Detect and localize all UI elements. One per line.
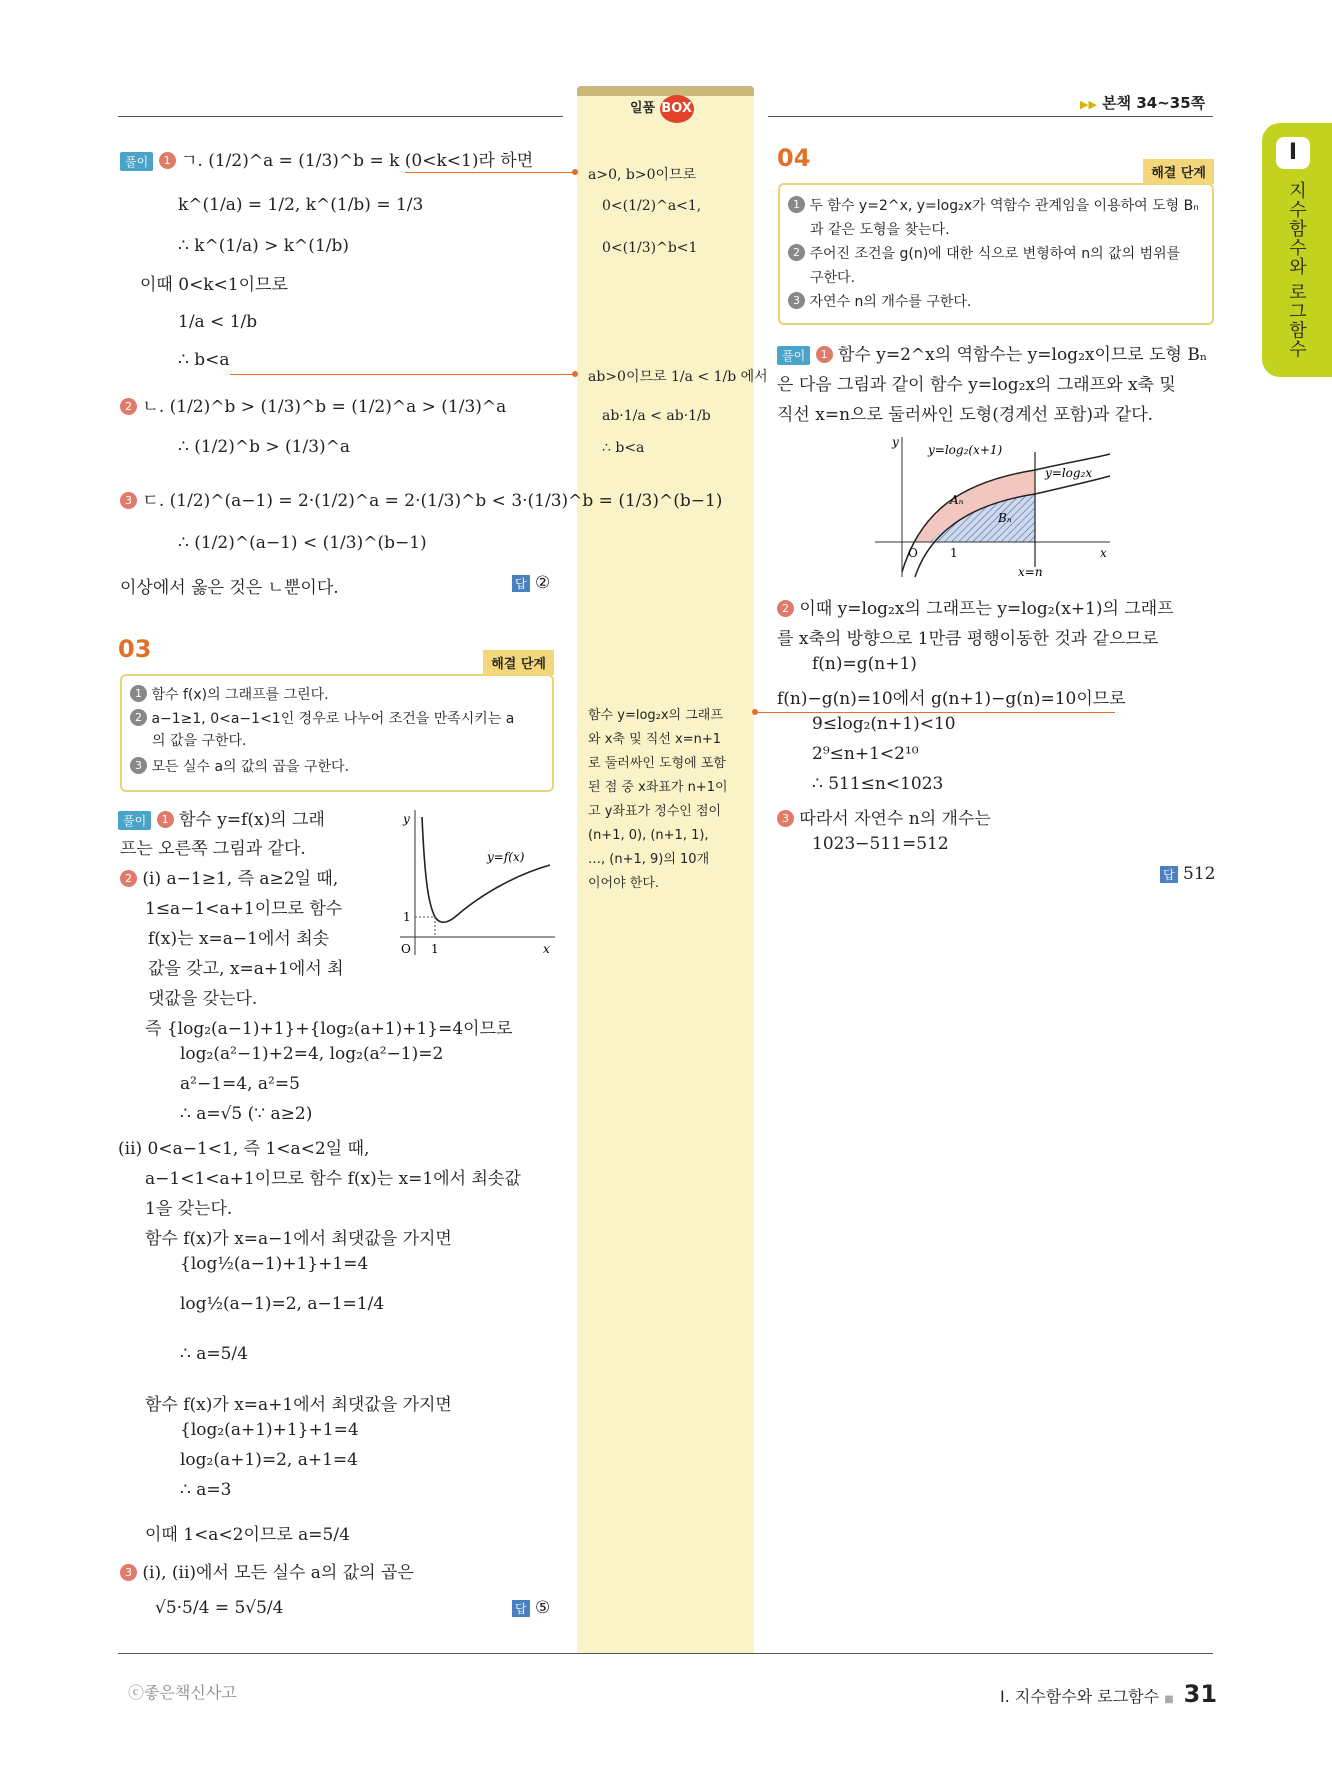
- p03-line-2: 프는 오른쪽 그림과 같다.: [120, 839, 306, 859]
- p02-line-9: 3 ㄷ. (1/2)^(a−1) = 2·(1/2)^a = 2·(1/3)^b < 3·(1/3)^b = (1/3)^(b−1): [120, 486, 722, 511]
- connector-3: [755, 712, 1115, 713]
- p04-line-8: 9≤log₂(n+1)<10: [812, 714, 956, 734]
- p02-conclusion: 이상에서 옳은 것은 ㄴ뿐이다.: [120, 578, 339, 598]
- p03-line-4: 1≤a−1<a+1이므로 함수: [145, 899, 343, 919]
- p02-line-6: ∴ b<a: [178, 350, 230, 370]
- connector-dot-2: [572, 371, 578, 377]
- p04-line-12: 1023−511=512: [812, 834, 949, 854]
- p02-line-3: ∴ k^(1/a) > k^(1/b): [178, 236, 349, 256]
- p03-line-6: 값을 갖고, x=a+1에서 최: [148, 959, 344, 979]
- chapter-title: 지수함수와 로그함수: [1286, 181, 1307, 359]
- p03-line-20: {log₂(a+1)+1}+1=4: [180, 1420, 359, 1440]
- p04-line-7: f(n)−g(n)=10에서 g(n+1)−g(n)=10이므로: [777, 689, 1126, 709]
- p03-line-19: 함수 f(x)가 x=a+1에서 최댓값을 가지면: [145, 1395, 452, 1415]
- p04-step-label: 해결 단계: [1143, 159, 1214, 184]
- publisher: ⓒ좋은책신사고: [128, 1683, 237, 1702]
- p02-line-7: 2 ㄴ. (1/2)^b > (1/3)^b = (1/2)^a > (1/3)^a: [120, 392, 506, 417]
- p03-line-16: {log½(a−1)+1}+1=4: [180, 1254, 369, 1274]
- p03-line-3: 2 (i) a−1≥1, 즉 a≥2일 때,: [120, 864, 338, 889]
- p03-line-18: ∴ a=5/4: [180, 1344, 248, 1364]
- graph2-y-label: y: [892, 435, 899, 449]
- connector-1: [405, 172, 575, 173]
- p04-line-1: 풀이 1 함수 y=2^x의 역함수는 y=log₂x이므로 도형 Bₙ: [777, 340, 1207, 365]
- p02-answer: 답 ②: [512, 573, 550, 593]
- page-reference: ▶▶ 본책 34~35쪽: [1080, 94, 1206, 112]
- p04-line-10: ∴ 511≤n<1023: [812, 774, 944, 794]
- graph1-tick-x: 1: [431, 942, 439, 956]
- graph1-y-label: y: [403, 812, 410, 826]
- p03-line-10: a²−1=4, a²=5: [180, 1074, 300, 1094]
- graph2-xn-label: x=n: [1018, 565, 1043, 579]
- p04-step-box: 해결 단계 1 두 함수 y=2^x, y=log₂x가 역함수 관계임을 이용하여 도형 Bₙ 과 같은 도형을 찾는다. 2 주어진 조건을 g(n)에 대한 식으로 변형하여 n의 값의 범위를 구한다. 3 자연수 n의 개수를 구한다.: [778, 183, 1214, 325]
- p03-step-label: 해결 단계: [483, 650, 554, 675]
- graph1-curve-label: y=f(x): [487, 850, 525, 864]
- graph1-x-label: x: [543, 942, 550, 956]
- double-arrow-icon: ▶▶: [1080, 98, 1097, 111]
- graph1-tick-y: 1: [403, 910, 411, 924]
- connector-dot-1: [572, 169, 578, 175]
- p04-line-4: 2 이때 y=log₂x의 그래프는 y=log₂(x+1)의 그래프: [777, 594, 1174, 619]
- p03-line-15: 함수 f(x)가 x=a−1에서 최댓값을 가지면: [145, 1229, 452, 1249]
- graph2-x-label: x: [1100, 546, 1107, 560]
- connector-2: [230, 374, 575, 375]
- p03-answer: 답 ⑤: [512, 1598, 550, 1618]
- p04-line-11: 3 따라서 자연수 n의 개수는: [777, 804, 991, 829]
- graph2-curve1-label: y=log₂(x+1): [928, 443, 1003, 457]
- page-number: 31: [1183, 1680, 1218, 1708]
- p03-line-9: log₂(a²−1)+2=4, log₂(a²−1)=2: [180, 1044, 444, 1064]
- p02-line-10: ∴ (1/2)^(a−1) < (1/3)^(b−1): [178, 533, 427, 553]
- p03-line-22: ∴ a=3: [180, 1480, 232, 1500]
- note-1b: 0<(1/2)^a<1,: [602, 198, 702, 214]
- graph2-an-label: Aₙ: [950, 493, 964, 507]
- graph1-curve: [422, 817, 550, 922]
- p03-line-7: 댓값을 갖는다.: [148, 989, 258, 1009]
- p03-line-12: (ii) 0<a−1<1, 즉 1<a<2일 때,: [118, 1139, 370, 1159]
- p02-line-5: 1/a < 1/b: [178, 312, 258, 332]
- box-logo: 일품 BOX: [630, 95, 694, 123]
- p03-line-24: 3 (i), (ii)에서 모든 실수 a의 값의 곱은: [120, 1558, 414, 1583]
- graph2-origin: O: [908, 546, 918, 560]
- p04-line-6: f(n)=g(n+1): [812, 654, 917, 674]
- connector-dot-3: [752, 709, 758, 715]
- problem-03-number: 03: [118, 635, 152, 663]
- p04-graph: [870, 432, 1120, 582]
- p03-line-23: 이때 1<a<2이므로 a=5/4: [145, 1525, 350, 1545]
- p03-line-1: 풀이 1 함수 y=f(x)의 그래: [118, 805, 325, 830]
- p02-line-1: 풀이 1 ㄱ. (1/2)^a = (1/3)^b = k (0<k<1)라 하면: [120, 146, 533, 171]
- note-1a: a>0, b>0이므로: [588, 167, 697, 183]
- note-2b: ab·1/a < ab·1/b: [602, 408, 711, 424]
- graph2-bn-label: Bₙ: [998, 511, 1012, 525]
- p04-line-2: 은 다음 그림과 같이 함수 y=log₂x의 그래프와 x축 및: [777, 375, 1176, 395]
- chapter-side-tab: [1262, 123, 1332, 377]
- p04-line-9: 2⁹≤n+1<2¹⁰: [812, 744, 919, 764]
- p03-line-5: f(x)는 x=a−1에서 최솟: [148, 929, 330, 949]
- note-1c: 0<(1/3)^b<1: [602, 240, 698, 256]
- graph1-origin: O: [401, 942, 411, 956]
- problem-04-number: 04: [777, 144, 811, 172]
- header-rule-right: [768, 116, 1213, 117]
- p03-line-25: √5·5/4 = 5√5/4: [155, 1598, 284, 1618]
- note-2c: ∴ b<a: [602, 440, 645, 456]
- p02-line-2: k^(1/a) = 1/2, k^(1/b) = 1/3: [178, 195, 424, 215]
- p04-line-5: 를 x축의 방향으로 1만큼 평행이동한 것과 같으므로: [777, 629, 1159, 649]
- p04-answer: 답 512: [1160, 864, 1215, 884]
- p02-line-4: 이때 0<k<1이므로: [140, 275, 288, 295]
- graph2-curve2-label: y=log₂x: [1045, 466, 1093, 480]
- p03-line-17: log½(a−1)=2, a−1=1/4: [180, 1294, 385, 1314]
- p03-line-14: 1을 갖는다.: [145, 1199, 233, 1219]
- note-2a: ab>0이므로 1/a < 1/b 에서: [588, 369, 768, 385]
- p03-step-box: 해결 단계 1 함수 f(x)의 그래프를 그린다. 2 a−1≥1, 0<a−1<1인 경우로 나누어 조건을 만족시키는 a 의 값을 구한다. 3 모든 실수 a의 값의 곱을 구한다.: [120, 674, 554, 792]
- p02-line-8: ∴ (1/2)^b > (1/3)^a: [178, 437, 351, 457]
- p03-line-8: 즉 {log₂(a−1)+1}+{log₂(a+1)+1}=4이므로: [145, 1019, 513, 1039]
- p03-graph: [395, 805, 560, 965]
- header-rule-left: [118, 116, 563, 117]
- footer-rule: [118, 1653, 1213, 1654]
- note-3: 함수 y=log₂x의 그래프 와 x축 및 직선 x=n+1 로 둘러싸인 도형에 포함 된 점 중 x좌표가 n+1이 고 y좌표가 정수인 점이 (n+1, 0), (n+1, 1), …, (n+1, 9)의 10개 이어야 한다.: [588, 708, 728, 891]
- chapter-number: I: [1276, 137, 1310, 169]
- footer-chapter: I. 지수함수와 로그함수 ■ 31: [1000, 1680, 1218, 1708]
- p03-line-11: ∴ a=√5 (∵ a≥2): [180, 1104, 313, 1124]
- p04-line-3: 직선 x=n으로 둘러싸인 도형(경계선 포함)과 같다.: [777, 405, 1154, 425]
- graph2-tick-1: 1: [950, 546, 958, 560]
- p03-line-21: log₂(a+1)=2, a+1=4: [180, 1450, 358, 1470]
- p03-line-13: a−1<1<a+1이므로 함수 f(x)는 x=1에서 최솟값: [145, 1169, 521, 1189]
